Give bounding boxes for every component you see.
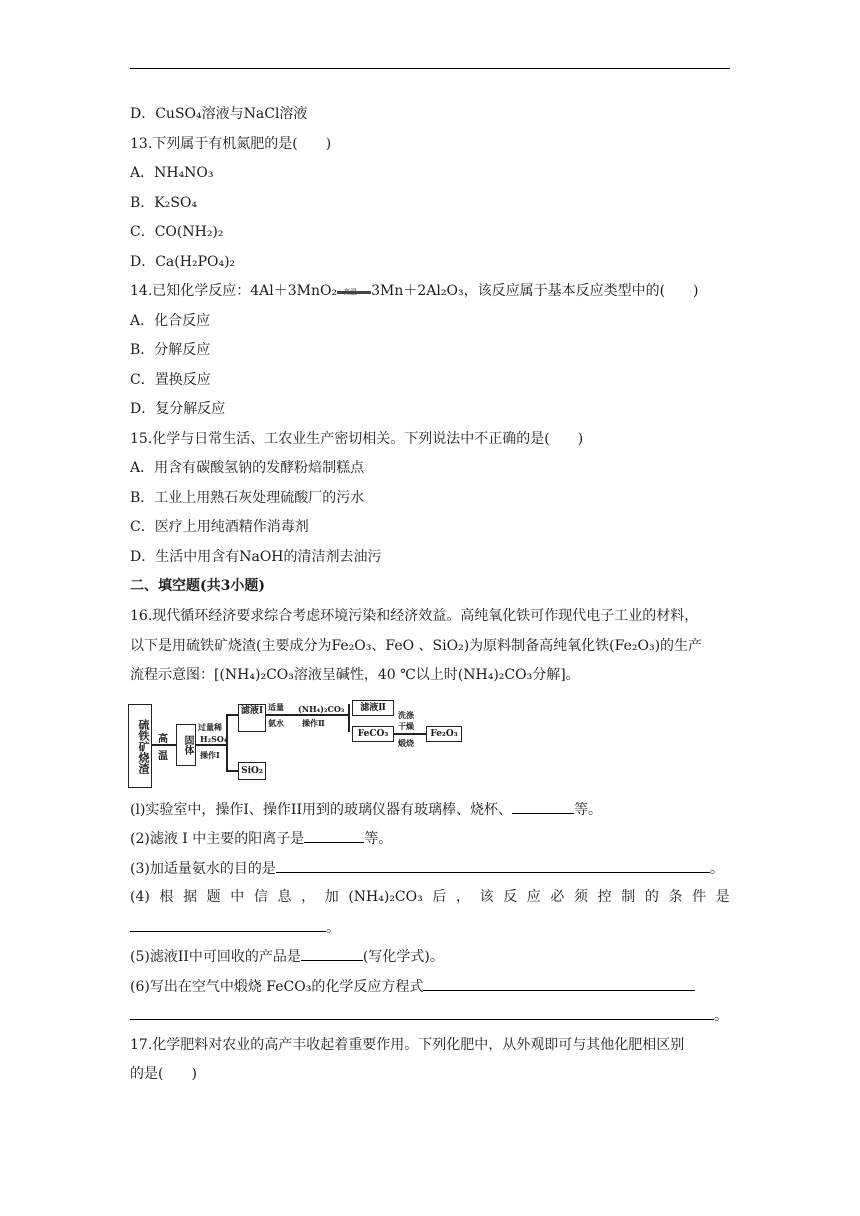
flow-arrow-up [226, 714, 238, 716]
q16-sub3 [130, 858, 724, 879]
q16-sub4-token: 息 [277, 889, 292, 905]
flow-arrow-4 [394, 733, 426, 735]
q16-sub4-token: 条 [668, 889, 683, 905]
flow-reagent-1: 过量稀 [198, 722, 222, 732]
q16-sub4-blank[interactable] [130, 917, 326, 932]
q16-sub4-token: 的 [644, 889, 659, 905]
q16-sub4-token: (4) [130, 889, 150, 905]
q14-option-d: D．复分解反应 [130, 401, 226, 417]
q13-stem: 13.下列属于有机氮肥的是( ) [130, 136, 332, 152]
q16-sub4-token: 应 [526, 889, 541, 905]
q16-sub4-token: 根 [159, 889, 174, 905]
flow-arrow-3 [266, 714, 348, 716]
q16-sub4-token: 中 [230, 889, 245, 905]
q14-option-a: A．化合反应 [130, 313, 211, 329]
q16-sub5-end: (写化学式)。 [362, 949, 444, 965]
q16-sub4-token: 制 [621, 889, 636, 905]
q16-sub2-blank[interactable] [304, 828, 364, 843]
flow-feco3: FeCO₃ [352, 726, 394, 742]
q16-sub4-token: 反 [503, 889, 518, 905]
q16-sub4-token: ， [455, 889, 470, 905]
q16-sub4-token: 题 [206, 889, 221, 905]
q16-sub3-text: (3)加适量氨水的目的是 [130, 861, 276, 877]
q16-sub6-blank-2[interactable] [130, 1005, 714, 1020]
q16-sub2-text: (2)滤液 I 中主要的阳离子是 [130, 831, 305, 847]
q16-sub6 [130, 976, 695, 997]
q12-option-d: D．CuSO₄溶液与NaCl溶液 [130, 106, 308, 122]
q16-sub4-token: 信 [253, 889, 268, 905]
flow-calcine: 煅烧 [398, 738, 414, 748]
flow-wash-1: 洗涤 [398, 710, 414, 720]
q16-sub1 [130, 799, 602, 820]
q14-stem-pre: 14.已知化学反应：4Al＋3MnO₂ [130, 283, 338, 299]
flow-reagent-1b: H₂SO₄ [200, 734, 228, 744]
q16-sub4-token: 控 [597, 889, 612, 905]
q16-sub1-text: (l)实验室中，操作I、操作II用到的玻璃仪器有玻璃棒、烧杯、 [130, 802, 512, 818]
q16-sub2 [130, 828, 392, 849]
flow-ammonia-1: 适量 [268, 702, 284, 712]
q15-option-c: C．医疗上用纯酒精作消毒剂 [130, 519, 309, 535]
q16-sub4-token: 据 [183, 889, 198, 905]
flow-filtrate-1: 滤液Ⅰ [238, 704, 266, 732]
q13-option-c: C．CO(NH₂)₂ [130, 224, 224, 240]
q16-sub5-blank[interactable] [301, 946, 363, 961]
q14-option-c: C．置换反应 [130, 372, 211, 388]
q14-stem [130, 281, 699, 301]
q16-sub6-text: (6)写出在空气中煅烧 FeCO₃的化学反应方程式 [130, 979, 424, 995]
flow-arrow-down [226, 770, 238, 772]
q16-sub4-token: 须 [574, 889, 589, 905]
q15-option-a: A．用含有碳酸氢钠的发酵粉焙制糕点 [130, 460, 365, 476]
q16-sub6-blank[interactable] [423, 976, 695, 991]
q16-sub4-token: ， [301, 889, 316, 905]
q16-sub4-token: 加 [324, 889, 339, 905]
q13-option-d: D．Ca(H₂PO₄)₂ [130, 254, 236, 270]
q16-intro-2: 以下是用硫铁矿烧渣(主要成分为Fe₂O₃、FeO 、SiO₂)为原料制备高纯氧化铁(Fe₂O₃)的生产 [130, 638, 703, 654]
q16-sub4-token: 件 [692, 889, 707, 905]
q16-sub3-end: 。 [709, 861, 724, 877]
q16-sub3-blank[interactable] [276, 858, 710, 873]
q13-option-b: B．K₂SO₄ [130, 195, 198, 211]
flow-op-2: 操作Ⅱ [302, 718, 325, 728]
q16-sub4-token: (NH₄)₂CO₃ [348, 889, 423, 905]
q16-sub4-end: 。 [326, 920, 340, 936]
flow-reagent-2: (NH₄)₂CO₃ [298, 704, 345, 714]
q16-sub6-cont [130, 1005, 728, 1026]
flow-product: Fe₂O₃ [426, 726, 462, 742]
q15-option-b: B．工业上用熟石灰处理硫酸厂的污水 [130, 490, 365, 506]
flow-arrow-2 [196, 744, 226, 746]
q17-line-2: 的是( ) [130, 1066, 197, 1082]
flow-op-1: 操作Ⅰ [200, 750, 220, 760]
q16-intro-3: 流程示意图：[(NH₄)₂CO₃溶液呈碱性，40 ℃以上时(NH₄)₂CO₃分解]。 [130, 667, 580, 683]
flow-label-heat-top: 高 [158, 734, 168, 745]
flow-split-2 [348, 704, 350, 732]
process-flow-chart [128, 700, 468, 792]
q16-sub6-end: 。 [714, 1008, 728, 1024]
q15-option-d: D．生活中用含有NaOH的清洁剂去油污 [130, 549, 382, 565]
q14-option-b: B．分解反应 [130, 342, 211, 358]
flow-solid-box: 固体 [176, 724, 196, 766]
q16-sub4-token: 必 [550, 889, 565, 905]
q15-stem: 15.化学与日常生活、工农业生产密切相关。下列说法中不正确的是( ) [130, 431, 584, 447]
reaction-arrow-icon [337, 284, 371, 298]
q16-sub1-end: 等。 [574, 802, 602, 818]
q14-stem-post: 3Mn＋2Al₂O₃，该反应属于基本反应类型中的( ) [371, 283, 699, 299]
flow-start-box: 硫铁矿烧渣 [128, 704, 152, 788]
flow-ammonia-2: 氨水 [268, 718, 284, 728]
q17-line-1: 17.化学肥料对农业的高产丰收起着重要作用。下列化肥中，从外观即可与其他化肥相区别 [130, 1037, 685, 1053]
header-rule [130, 68, 730, 69]
q16-sub4-cont [130, 917, 340, 938]
q16-sub1-blank[interactable] [512, 799, 574, 814]
q16-sub5 [130, 946, 444, 967]
flow-sio2: SiO₂ [238, 762, 266, 780]
flow-label-heat-bottom: 温 [158, 751, 168, 762]
q13-option-a: A．NH₄NO₃ [130, 165, 214, 181]
q16-intro-1: 16.现代循环经济要求综合考虑环境污染和经济效益。高纯氧化铁可作现代电子工业的材料， [130, 608, 699, 624]
q16-sub2-end: 等。 [364, 831, 393, 847]
q16-sub4 [130, 887, 730, 907]
q16-sub4-token: 该 [479, 889, 494, 905]
q16-sub4-token: 是 [715, 889, 730, 905]
flow-filtrate-2: 滤液Ⅱ [352, 700, 394, 716]
flow-wash-2: 干燥 [398, 721, 414, 731]
q16-sub5-text: (5)滤液II中可回收的产品是 [130, 949, 301, 965]
q16-sub4-token: 后 [432, 889, 447, 905]
section-title: 二、填空题(共3小题) [130, 578, 265, 594]
